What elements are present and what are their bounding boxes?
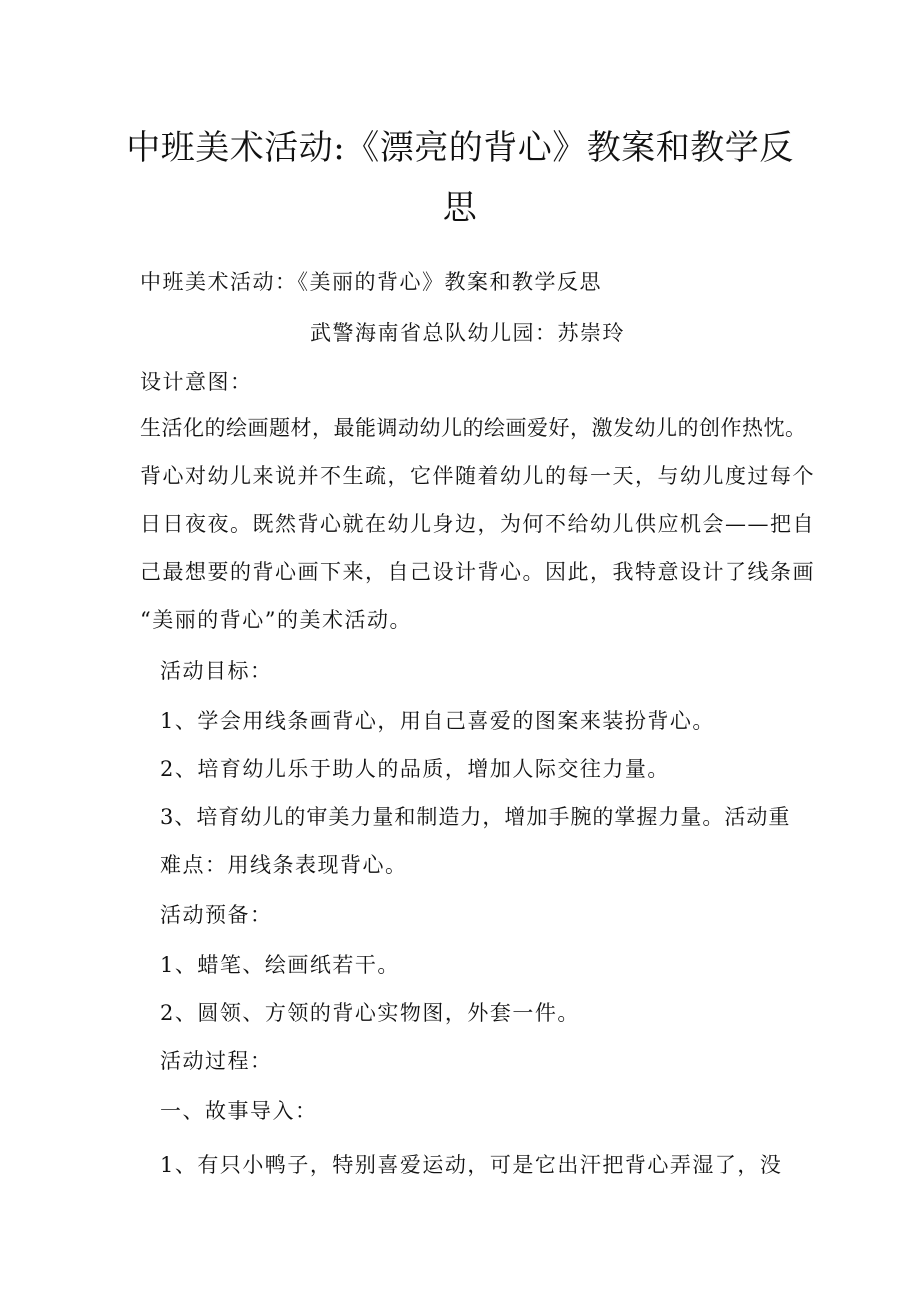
design-heading: 设计意图： — [140, 370, 253, 394]
process-heading: 活动过程： — [160, 1049, 273, 1073]
document-title — [120, 118, 800, 238]
prep-item: 2、圆领、方领的背心实物图，外套一件。 — [160, 1001, 580, 1025]
subtitle: 中班美术活动：《美丽的背心》教案和教学反思 — [140, 270, 602, 294]
design-paragraph-line: 背心对幼儿来说并不生疏，它伴随着幼儿的每一天，与幼儿度过每个 — [140, 464, 815, 488]
goal-item: 3、培育幼儿的审美力量和制造力，增加手腕的掌握力量。活动重 — [160, 805, 791, 829]
design-paragraph-line: 己最想要的背心画下来，自己设计背心。因此，我特意设计了线条画 — [140, 560, 815, 584]
process-item: 1、有只小鸭子，特别喜爱运动，可是它出汗把背心弄湿了，没 — [160, 1153, 783, 1177]
author-line: 武警海南省总队幼儿园：苏崇玲 — [310, 321, 625, 345]
title-line-2: 思 — [442, 188, 478, 228]
prep-heading: 活动预备： — [160, 903, 273, 927]
goal-continuation: 难点：用线条表现背心。 — [160, 853, 408, 877]
design-paragraph-line: “美丽的背心”的美术活动。 — [140, 608, 412, 632]
title-line-1: 中班美术活动:《漂亮的背心》教案和教学反 — [126, 128, 794, 168]
goal-item: 2、培育幼儿乐于助人的品质，增加人际交往力量。 — [160, 757, 670, 781]
design-paragraph-line: 生活化的绘画题材，最能调动幼儿的绘画爱好，激发幼儿的创作热忱。 — [140, 416, 807, 440]
process-section: 一、故事导入： — [160, 1099, 318, 1123]
goal-item: 1、学会用线条画背心，用自己喜爱的图案来装扮背心。 — [160, 709, 715, 733]
prep-item: 1、蜡笔、绘画纸若干。 — [160, 953, 400, 977]
design-paragraph-line: 日日夜夜。既然背心就在幼儿身边，为何不给幼儿供应机会——把自 — [140, 512, 815, 536]
goals-heading: 活动目标： — [160, 659, 273, 683]
